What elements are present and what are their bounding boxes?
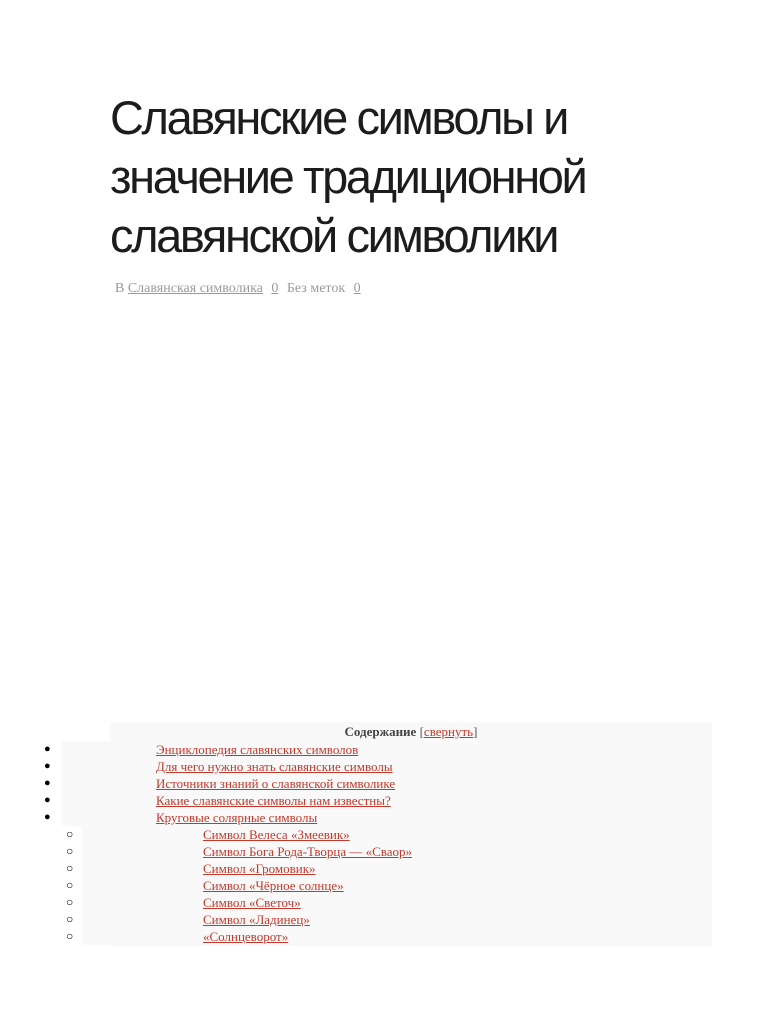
toc-circle-bullet-icon: ○ (66, 878, 74, 892)
page-title: Славянские символы и значение традиционной славянской символики (110, 91, 586, 262)
toc-subitem-link[interactable]: Символ «Светоч» (203, 895, 301, 910)
toc-collapse-link[interactable]: свернуть (423, 724, 474, 739)
toc-subitem-link[interactable]: Символ Велеса «Змеевик» (203, 827, 350, 842)
toc-bullet-icon: ● (44, 760, 51, 772)
toc-item-link[interactable]: Источники знаний о славянской символике (156, 776, 396, 791)
toc-bullet-icon: ● (44, 794, 51, 806)
toc-bracket-close: ] (473, 724, 478, 739)
toc-circle-bullet-icon: ○ (66, 912, 74, 926)
toc-bracket-open: [ (419, 724, 424, 739)
toc-bullet-icon: ● (44, 811, 51, 823)
tags-label: Без меток (286, 281, 346, 296)
meta-prefix: В (115, 281, 125, 296)
toc-circle-bullet-icon: ○ (66, 861, 74, 875)
toc-item-link[interactable]: Какие славянские символы нам известны? (156, 793, 391, 808)
toc-circle-bullet-icon: ○ (66, 929, 74, 943)
toc-circle-bullet-icon: ○ (66, 844, 74, 858)
toc-title: Содержание (344, 724, 417, 739)
category-count-link[interactable]: 0 (271, 281, 279, 296)
category-link[interactable]: Славянская символика (127, 281, 263, 296)
toc-bullet-icon: ● (44, 777, 51, 789)
tags-count-link[interactable]: 0 (353, 281, 361, 296)
toc-item-link[interactable]: Круговые солярные символы (156, 810, 318, 825)
toc-subitem-link[interactable]: Символ «Ладинец» (203, 912, 310, 927)
toc-subitem-link[interactable]: Символ Бога Рода-Творца — «Сваор» (203, 844, 413, 859)
toc-circle-bullet-icon: ○ (66, 895, 74, 909)
toc-subitem-link[interactable]: Символ «Чёрное солнце» (203, 878, 344, 893)
toc-item-link[interactable]: Энциклопедия славянских символов (156, 742, 359, 757)
toc-header (110, 723, 712, 740)
toc-item-link[interactable]: Для чего нужно знать славянские символы (156, 759, 393, 774)
toc-subitem-link[interactable]: «Солнцеворот» (203, 929, 289, 944)
post-meta (115, 281, 361, 297)
toc-circle-bullet-icon: ○ (66, 827, 74, 841)
toc-subitem-link[interactable]: Символ «Громовик» (203, 861, 316, 876)
toc-bullet-icon: ● (44, 743, 51, 755)
